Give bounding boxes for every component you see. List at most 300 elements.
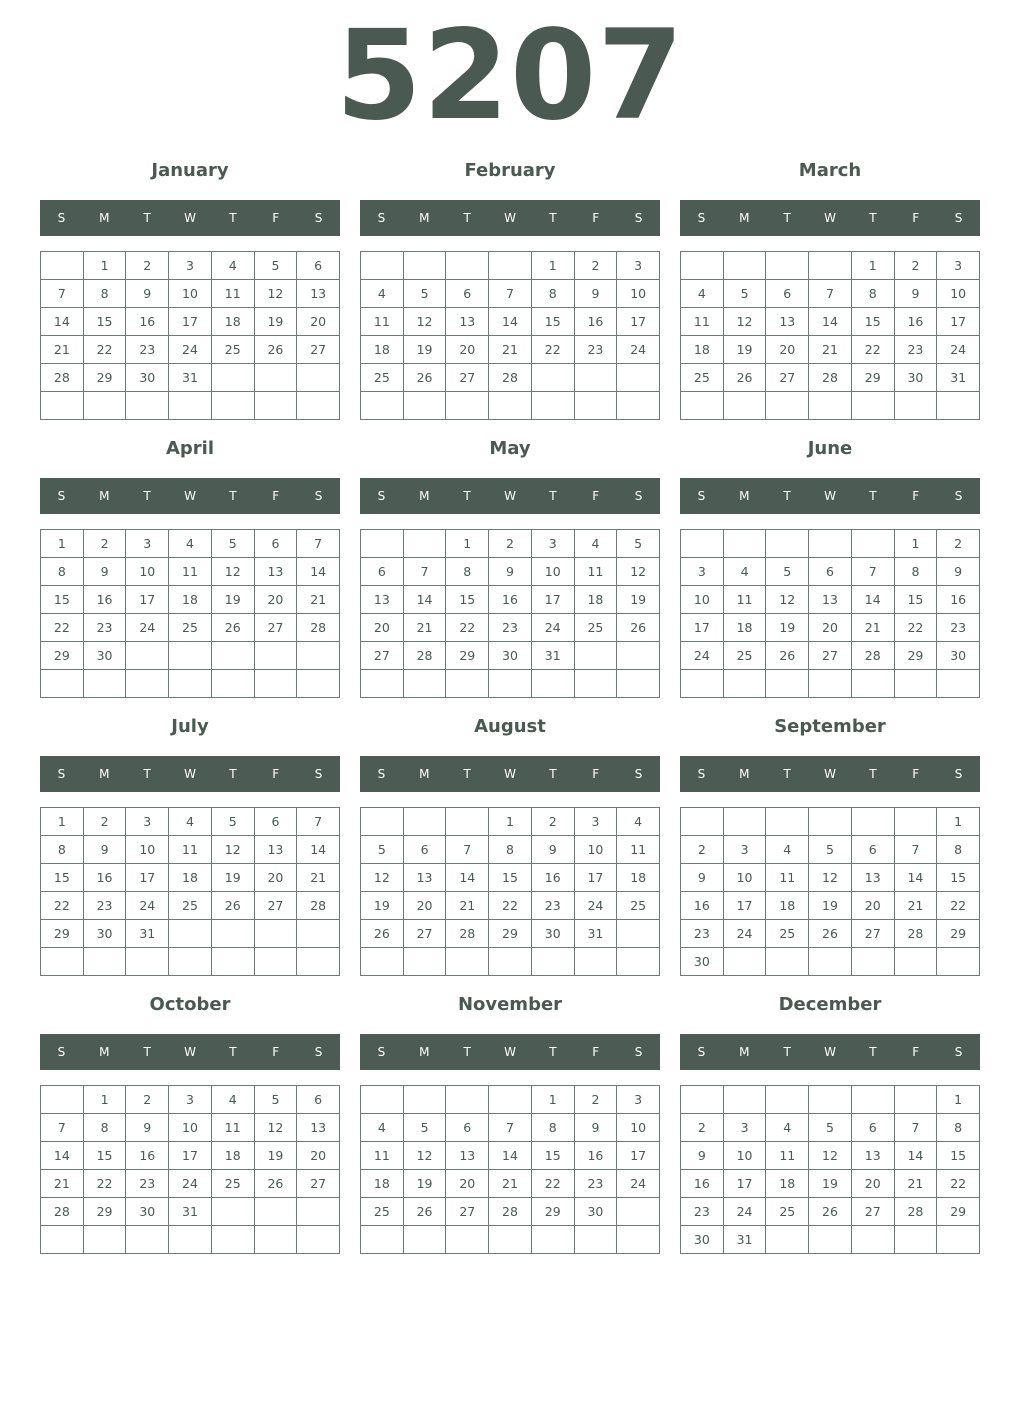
day-cell: 30 — [532, 920, 575, 948]
day-cell: 15 — [532, 1142, 575, 1170]
day-cell: 7 — [404, 558, 447, 586]
day-cell: 24 — [724, 1198, 767, 1226]
day-cell: 30 — [126, 364, 169, 392]
day-cell: 9 — [126, 280, 169, 308]
day-grid — [680, 529, 980, 698]
day-cell: 15 — [852, 308, 895, 336]
day-cell: 28 — [852, 642, 895, 670]
empty-cell — [937, 1226, 980, 1254]
day-cell: 31 — [126, 920, 169, 948]
month-may — [360, 434, 660, 698]
empty-cell — [617, 392, 660, 420]
day-cell: 19 — [255, 1142, 298, 1170]
weekday-label: M — [419, 489, 430, 503]
day-cell: 13 — [446, 1142, 489, 1170]
day-cell: 30 — [84, 642, 127, 670]
day-cell: 26 — [212, 892, 255, 920]
day-cell: 18 — [766, 1170, 809, 1198]
day-cell: 20 — [255, 864, 298, 892]
empty-cell — [126, 670, 169, 698]
empty-cell — [766, 948, 809, 976]
weekday-label: M — [419, 767, 430, 781]
empty-cell — [489, 252, 532, 280]
weekday-header — [360, 756, 660, 792]
day-cell: 1 — [489, 808, 532, 836]
day-cell: 29 — [532, 1198, 575, 1226]
day-cell: 28 — [895, 1198, 938, 1226]
day-cell: 8 — [532, 1114, 575, 1142]
weekday-header — [680, 200, 980, 236]
weekday-label: T — [783, 211, 791, 225]
day-cell: 15 — [489, 864, 532, 892]
weekday-header — [680, 756, 980, 792]
day-cell: 27 — [852, 920, 895, 948]
day-cell: 19 — [404, 1170, 447, 1198]
day-grid — [360, 1085, 660, 1254]
day-cell: 17 — [681, 614, 724, 642]
day-cell: 10 — [724, 864, 767, 892]
weekday-label: T — [229, 1045, 237, 1059]
day-cell: 10 — [617, 1114, 660, 1142]
empty-cell — [617, 642, 660, 670]
empty-cell — [766, 670, 809, 698]
day-cell: 13 — [852, 864, 895, 892]
weekday-label: S — [697, 767, 706, 781]
day-cell: 16 — [126, 1142, 169, 1170]
day-cell: 12 — [361, 864, 404, 892]
day-cell: 17 — [169, 308, 212, 336]
day-cell: 16 — [489, 586, 532, 614]
day-cell: 14 — [895, 864, 938, 892]
day-cell: 15 — [937, 1142, 980, 1170]
day-cell: 6 — [446, 280, 489, 308]
day-cell: 6 — [446, 1114, 489, 1142]
day-cell: 23 — [532, 892, 575, 920]
month-october — [40, 990, 340, 1254]
day-cell: 27 — [446, 1198, 489, 1226]
weekday-label: T — [143, 489, 151, 503]
empty-cell — [41, 1226, 84, 1254]
day-cell: 28 — [489, 1198, 532, 1226]
day-cell: 13 — [361, 586, 404, 614]
day-cell: 26 — [617, 614, 660, 642]
day-cell: 5 — [255, 1086, 298, 1114]
day-cell: 6 — [766, 280, 809, 308]
day-cell: 11 — [169, 836, 212, 864]
day-cell: 8 — [532, 280, 575, 308]
weekday-label: F — [272, 1045, 280, 1059]
day-cell: 12 — [255, 280, 298, 308]
empty-cell — [724, 252, 767, 280]
weekday-header — [680, 478, 980, 514]
day-cell: 19 — [212, 586, 255, 614]
empty-cell — [724, 392, 767, 420]
day-cell: 9 — [126, 1114, 169, 1142]
day-cell: 28 — [404, 642, 447, 670]
day-cell: 12 — [255, 1114, 298, 1142]
empty-cell — [489, 670, 532, 698]
day-cell: 5 — [766, 558, 809, 586]
empty-cell — [255, 364, 298, 392]
day-cell: 9 — [575, 1114, 618, 1142]
day-cell: 20 — [852, 1170, 895, 1198]
empty-cell — [446, 1226, 489, 1254]
month-name: January — [151, 160, 229, 181]
day-cell: 29 — [41, 642, 84, 670]
weekday-label: F — [592, 489, 600, 503]
empty-cell — [361, 948, 404, 976]
weekday-label: T — [229, 211, 237, 225]
empty-cell — [895, 392, 938, 420]
weekday-label: T — [783, 1045, 791, 1059]
day-cell: 12 — [724, 308, 767, 336]
day-cell: 5 — [809, 836, 852, 864]
day-cell: 23 — [681, 920, 724, 948]
day-cell: 14 — [852, 586, 895, 614]
empty-cell — [297, 1198, 340, 1226]
day-cell: 10 — [724, 1142, 767, 1170]
day-cell: 2 — [895, 252, 938, 280]
weekday-label: S — [377, 1045, 386, 1059]
day-cell: 4 — [766, 836, 809, 864]
empty-cell — [404, 392, 447, 420]
month-july — [40, 712, 340, 976]
empty-cell — [255, 948, 298, 976]
empty-cell — [809, 392, 852, 420]
day-cell: 15 — [84, 308, 127, 336]
day-cell: 11 — [169, 558, 212, 586]
empty-cell — [532, 670, 575, 698]
day-cell: 30 — [84, 920, 127, 948]
day-cell: 27 — [852, 1198, 895, 1226]
empty-cell — [361, 530, 404, 558]
day-cell: 10 — [617, 280, 660, 308]
day-cell: 10 — [575, 836, 618, 864]
empty-cell — [41, 252, 84, 280]
day-cell: 22 — [84, 336, 127, 364]
day-cell: 7 — [489, 280, 532, 308]
weekday-label: M — [99, 1045, 110, 1059]
day-cell: 5 — [361, 836, 404, 864]
weekday-label: F — [912, 1045, 920, 1059]
day-cell: 6 — [809, 558, 852, 586]
day-cell: 4 — [212, 1086, 255, 1114]
weekday-label: F — [592, 767, 600, 781]
empty-cell — [895, 1086, 938, 1114]
day-cell: 14 — [41, 308, 84, 336]
day-cell: 28 — [895, 920, 938, 948]
day-cell: 25 — [169, 614, 212, 642]
day-cell: 15 — [41, 864, 84, 892]
day-cell: 20 — [766, 336, 809, 364]
weekday-label: S — [57, 489, 66, 503]
weekday-label: F — [912, 489, 920, 503]
weekday-label: W — [824, 1045, 836, 1059]
day-cell: 23 — [84, 614, 127, 642]
empty-cell — [169, 948, 212, 976]
empty-cell — [169, 392, 212, 420]
day-cell: 3 — [532, 530, 575, 558]
day-cell: 22 — [84, 1170, 127, 1198]
day-cell: 22 — [532, 336, 575, 364]
weekday-label: S — [954, 1045, 963, 1059]
empty-cell — [404, 252, 447, 280]
empty-cell — [617, 920, 660, 948]
empty-cell — [404, 530, 447, 558]
empty-cell — [895, 808, 938, 836]
day-cell: 9 — [681, 864, 724, 892]
day-cell: 17 — [169, 1142, 212, 1170]
day-cell: 13 — [297, 280, 340, 308]
weekday-label: S — [57, 211, 66, 225]
day-cell: 28 — [446, 920, 489, 948]
day-cell: 1 — [937, 1086, 980, 1114]
empty-cell — [446, 948, 489, 976]
day-cell: 5 — [809, 1114, 852, 1142]
empty-cell — [126, 392, 169, 420]
weekday-label: M — [419, 1045, 430, 1059]
day-cell: 19 — [212, 864, 255, 892]
empty-cell — [212, 364, 255, 392]
day-cell: 10 — [169, 280, 212, 308]
empty-cell — [126, 1226, 169, 1254]
empty-cell — [575, 670, 618, 698]
day-cell: 25 — [212, 336, 255, 364]
empty-cell — [255, 920, 298, 948]
weekday-label: W — [184, 767, 196, 781]
empty-cell — [212, 948, 255, 976]
day-cell: 24 — [126, 614, 169, 642]
weekday-label: S — [634, 1045, 643, 1059]
day-cell: 17 — [126, 864, 169, 892]
empty-cell — [809, 1086, 852, 1114]
empty-cell — [255, 642, 298, 670]
day-cell: 23 — [126, 336, 169, 364]
day-cell: 31 — [937, 364, 980, 392]
day-cell: 6 — [255, 808, 298, 836]
day-cell: 30 — [575, 1198, 618, 1226]
day-cell: 25 — [617, 892, 660, 920]
day-cell: 12 — [809, 1142, 852, 1170]
empty-cell — [446, 252, 489, 280]
day-cell: 21 — [41, 336, 84, 364]
empty-cell — [766, 1086, 809, 1114]
weekday-label: T — [463, 767, 471, 781]
day-cell: 2 — [937, 530, 980, 558]
day-cell: 3 — [681, 558, 724, 586]
empty-cell — [617, 1226, 660, 1254]
day-cell: 31 — [169, 364, 212, 392]
day-cell: 26 — [212, 614, 255, 642]
empty-cell — [489, 1226, 532, 1254]
day-cell: 25 — [212, 1170, 255, 1198]
day-cell: 16 — [532, 864, 575, 892]
day-cell: 19 — [617, 586, 660, 614]
weekday-label: M — [99, 489, 110, 503]
day-cell: 16 — [937, 586, 980, 614]
empty-cell — [937, 948, 980, 976]
day-cell: 18 — [212, 1142, 255, 1170]
empty-cell — [255, 1226, 298, 1254]
empty-cell — [852, 1086, 895, 1114]
day-cell: 31 — [169, 1198, 212, 1226]
day-cell: 15 — [532, 308, 575, 336]
day-cell: 2 — [575, 1086, 618, 1114]
day-cell: 22 — [852, 336, 895, 364]
day-cell: 2 — [532, 808, 575, 836]
weekday-label: T — [549, 767, 557, 781]
empty-cell — [681, 252, 724, 280]
day-cell: 14 — [489, 308, 532, 336]
day-cell: 18 — [361, 336, 404, 364]
day-cell: 13 — [852, 1142, 895, 1170]
day-cell: 9 — [681, 1142, 724, 1170]
day-cell: 20 — [297, 1142, 340, 1170]
month-name: December — [778, 994, 882, 1015]
day-cell: 10 — [126, 836, 169, 864]
day-cell: 14 — [809, 308, 852, 336]
day-cell: 21 — [446, 892, 489, 920]
day-cell: 21 — [852, 614, 895, 642]
day-cell: 2 — [681, 1114, 724, 1142]
day-cell: 23 — [575, 336, 618, 364]
day-cell: 22 — [489, 892, 532, 920]
day-cell: 24 — [169, 1170, 212, 1198]
day-cell: 7 — [297, 530, 340, 558]
weekday-label: T — [549, 1045, 557, 1059]
weekday-label: S — [314, 767, 323, 781]
day-cell: 7 — [41, 1114, 84, 1142]
weekday-label: T — [229, 767, 237, 781]
empty-cell — [169, 920, 212, 948]
day-cell: 10 — [681, 586, 724, 614]
weekday-label: S — [314, 489, 323, 503]
empty-cell — [446, 808, 489, 836]
day-cell: 4 — [575, 530, 618, 558]
day-grid — [40, 529, 340, 698]
day-cell: 6 — [852, 1114, 895, 1142]
weekday-label: S — [314, 211, 323, 225]
day-cell: 4 — [212, 252, 255, 280]
day-cell: 12 — [766, 586, 809, 614]
empty-cell — [297, 364, 340, 392]
day-cell: 21 — [41, 1170, 84, 1198]
day-cell: 8 — [489, 836, 532, 864]
empty-cell — [84, 670, 127, 698]
empty-cell — [617, 364, 660, 392]
month-february — [360, 156, 660, 420]
empty-cell — [681, 670, 724, 698]
day-cell: 16 — [575, 308, 618, 336]
day-cell: 26 — [404, 1198, 447, 1226]
day-cell: 1 — [532, 252, 575, 280]
day-cell: 28 — [297, 614, 340, 642]
day-cell: 3 — [169, 1086, 212, 1114]
day-cell: 9 — [575, 280, 618, 308]
day-cell: 16 — [126, 308, 169, 336]
day-cell: 9 — [532, 836, 575, 864]
day-cell: 19 — [809, 892, 852, 920]
empty-cell — [212, 1198, 255, 1226]
day-cell: 29 — [446, 642, 489, 670]
day-cell: 1 — [41, 530, 84, 558]
day-cell: 2 — [84, 530, 127, 558]
day-cell: 11 — [766, 864, 809, 892]
empty-cell — [852, 670, 895, 698]
day-cell: 29 — [895, 642, 938, 670]
empty-cell — [404, 1226, 447, 1254]
month-name: April — [165, 438, 215, 459]
day-cell: 6 — [404, 836, 447, 864]
day-cell: 21 — [404, 614, 447, 642]
weekday-label: W — [504, 1045, 516, 1059]
day-cell: 1 — [446, 530, 489, 558]
day-cell: 17 — [937, 308, 980, 336]
day-cell: 5 — [404, 1114, 447, 1142]
day-cell: 7 — [297, 808, 340, 836]
day-cell: 30 — [681, 948, 724, 976]
day-cell: 22 — [895, 614, 938, 642]
empty-cell — [809, 1226, 852, 1254]
day-cell: 7 — [852, 558, 895, 586]
day-cell: 2 — [126, 1086, 169, 1114]
weekday-label: M — [739, 211, 750, 225]
day-grid — [680, 1085, 980, 1254]
day-cell: 17 — [532, 586, 575, 614]
day-cell: 29 — [41, 920, 84, 948]
day-cell: 15 — [41, 586, 84, 614]
day-cell: 10 — [937, 280, 980, 308]
day-cell: 21 — [809, 336, 852, 364]
day-cell: 28 — [41, 364, 84, 392]
empty-cell — [489, 392, 532, 420]
weekday-header — [360, 200, 660, 236]
day-cell: 13 — [766, 308, 809, 336]
empty-cell — [575, 364, 618, 392]
empty-cell — [724, 808, 767, 836]
day-cell: 9 — [895, 280, 938, 308]
weekday-header — [40, 1034, 340, 1070]
day-cell: 5 — [212, 530, 255, 558]
day-cell: 23 — [895, 336, 938, 364]
weekday-header — [40, 756, 340, 792]
day-cell: 7 — [489, 1114, 532, 1142]
month-name: October — [149, 994, 231, 1015]
day-cell: 20 — [809, 614, 852, 642]
day-cell: 17 — [126, 586, 169, 614]
empty-cell — [212, 920, 255, 948]
day-cell: 31 — [724, 1226, 767, 1254]
weekday-label: T — [549, 211, 557, 225]
day-cell: 5 — [212, 808, 255, 836]
day-cell: 30 — [489, 642, 532, 670]
weekday-label: T — [143, 211, 151, 225]
empty-cell — [532, 1226, 575, 1254]
day-cell: 20 — [446, 1170, 489, 1198]
weekday-label: W — [504, 767, 516, 781]
empty-cell — [852, 808, 895, 836]
day-cell: 27 — [255, 892, 298, 920]
day-cell: 25 — [575, 614, 618, 642]
day-cell: 24 — [681, 642, 724, 670]
weekday-header — [40, 478, 340, 514]
day-cell: 18 — [361, 1170, 404, 1198]
day-cell: 20 — [297, 308, 340, 336]
day-cell: 4 — [766, 1114, 809, 1142]
empty-cell — [255, 1198, 298, 1226]
day-cell: 8 — [937, 1114, 980, 1142]
day-cell: 8 — [41, 558, 84, 586]
